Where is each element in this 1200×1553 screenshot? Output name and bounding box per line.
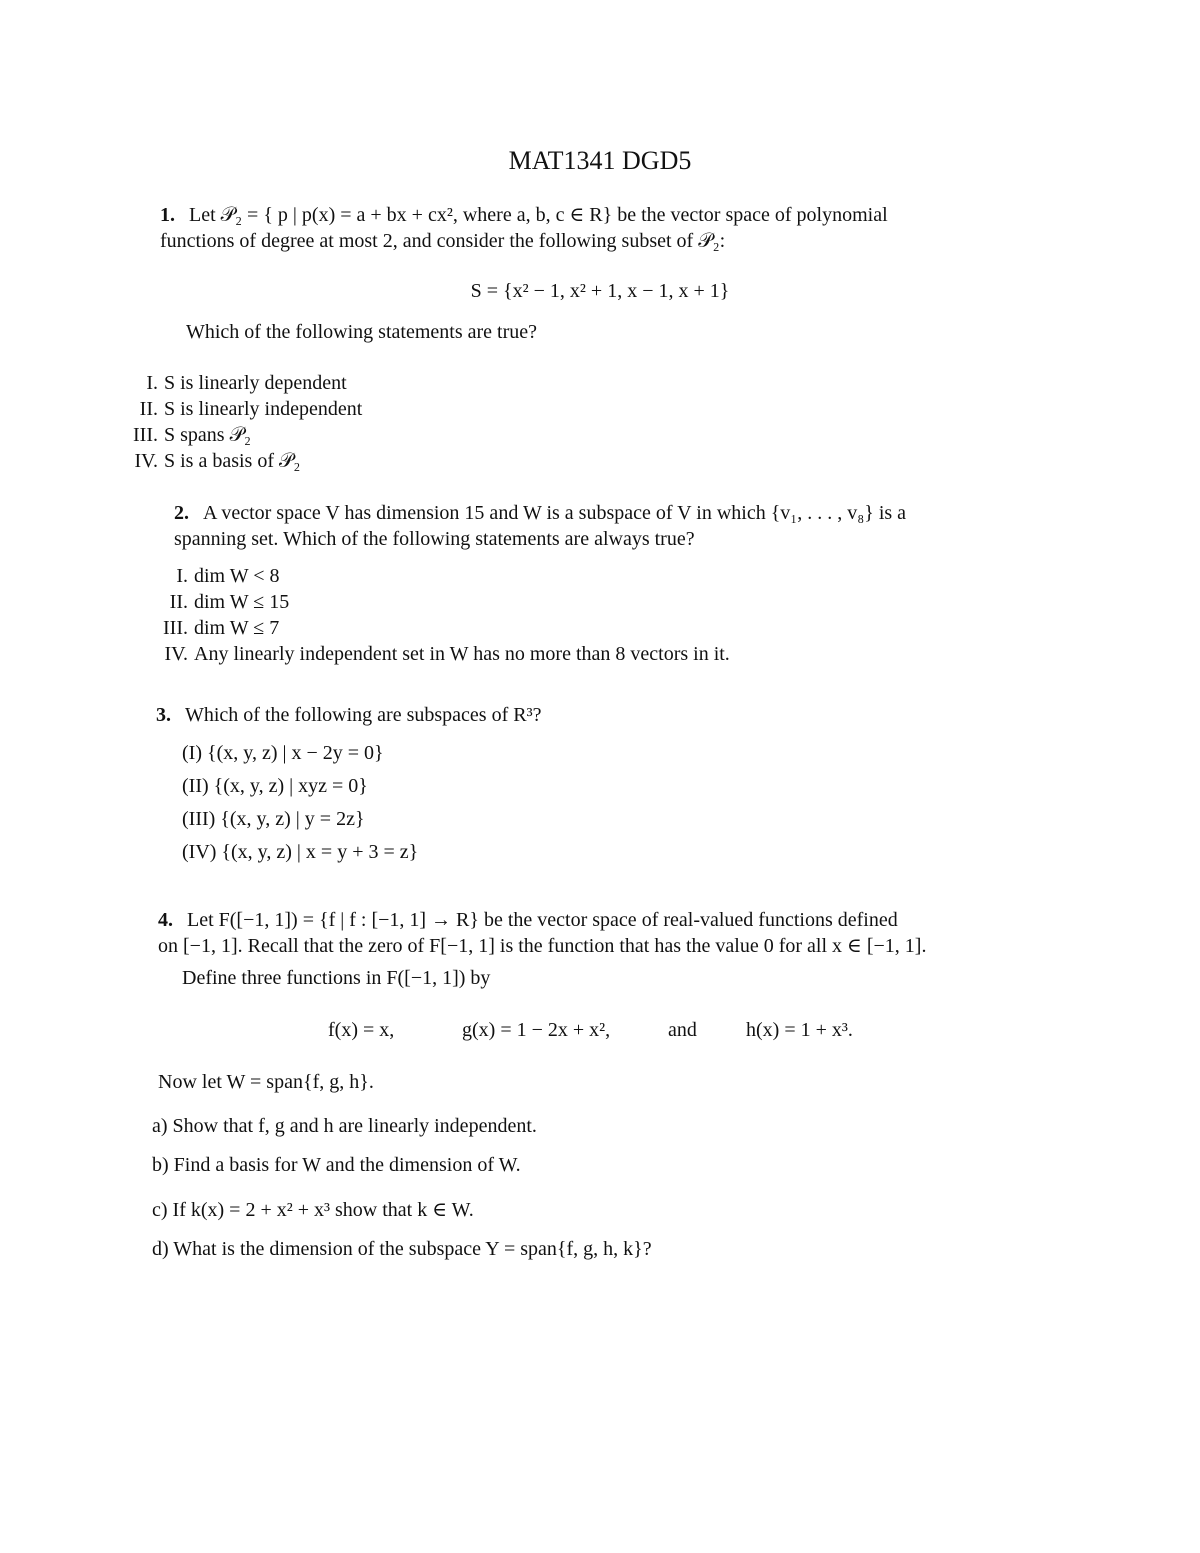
q4-line1: 4. Let F([−1, 1]) = {f | f : [−1, 1] → R} be the vector space of real-valued functions defined <box>158 909 898 931</box>
q3-number: 3. <box>156 704 171 726</box>
q1-option: IV. S is a basis of 𝒫₂ <box>134 450 301 472</box>
q4-part: d) What is the dimension of the subspace Y = span{f, g, h, k}? <box>152 1238 652 1260</box>
q4-line3: Define three functions in F([−1, 1]) by <box>182 967 491 989</box>
q2-option: I. dim W < 8 <box>176 565 280 587</box>
q4-part: a) Show that f, g and h are linearly independent. <box>152 1115 537 1137</box>
q3-option: (II) {(x, y, z) | xyz = 0} <box>182 775 368 797</box>
q3-option: (I) {(x, y, z) | x − 2y = 0} <box>182 742 384 764</box>
q4-function-h: h(x) = 1 + x³. <box>746 1019 853 1041</box>
q4-number: 4. <box>158 909 173 931</box>
q4-and: and <box>668 1019 697 1041</box>
q1-number: 1. <box>160 204 175 226</box>
q1-option: II. S is linearly independent <box>139 398 363 420</box>
q1-prompt: Which of the following statements are true? <box>186 321 537 343</box>
q2-option: IV. Any linearly independent set in W has no more than 8 vectors in it. <box>164 643 730 665</box>
q2-option: II. dim W ≤ 15 <box>169 591 290 613</box>
q3-option: (III) {(x, y, z) | y = 2z} <box>182 808 365 830</box>
q4-function-g: g(x) = 1 − 2x + x², <box>462 1019 611 1041</box>
q4-line2: on [−1, 1]. Recall that the zero of F[−1, 1] is the function that has the value 0 for all x ∈ [−1, 1]. <box>158 935 927 957</box>
q2-line1: 2. A vector space V has dimension 15 and W is a subspace of V in which {v₁, . . . , v₈} is a <box>174 502 907 524</box>
q4-part: b) Find a basis for W and the dimension of W. <box>152 1154 521 1176</box>
q4-part: c) If k(x) = 2 + x² + x³ show that k ∈ W. <box>152 1199 474 1221</box>
q1-set: S = {x² − 1, x² + 1, x − 1, x + 1} <box>470 280 730 302</box>
q1-option: III. S spans 𝒫₂ <box>133 424 251 446</box>
q4-span: Now let W = span{f, g, h}. <box>158 1071 374 1093</box>
q2-number: 2. <box>174 502 189 524</box>
q2-line2: spanning set. Which of the following statements are always true? <box>174 528 695 550</box>
q1-text-line1: Let 𝒫₂ = { p | p(x) = a + bx + cx², where a, b, c ∈ R} be the vector space of polynomial <box>189 204 888 226</box>
q4-function-f: f(x) = x, <box>328 1019 395 1041</box>
q1-option: I. S is linearly dependent <box>146 372 347 394</box>
q3-prompt: 3. Which of the following are subspaces of R³? <box>156 704 542 726</box>
page-title: MAT1341 DGD5 <box>508 146 692 175</box>
q3-option: (IV) {(x, y, z) | x = y + 3 = z} <box>182 841 419 863</box>
q1-line2: functions of degree at most 2, and consider the following subset of 𝒫₂: <box>160 230 726 252</box>
q1-line1 <box>160 202 888 228</box>
q2-option: III. dim W ≤ 7 <box>163 617 280 639</box>
